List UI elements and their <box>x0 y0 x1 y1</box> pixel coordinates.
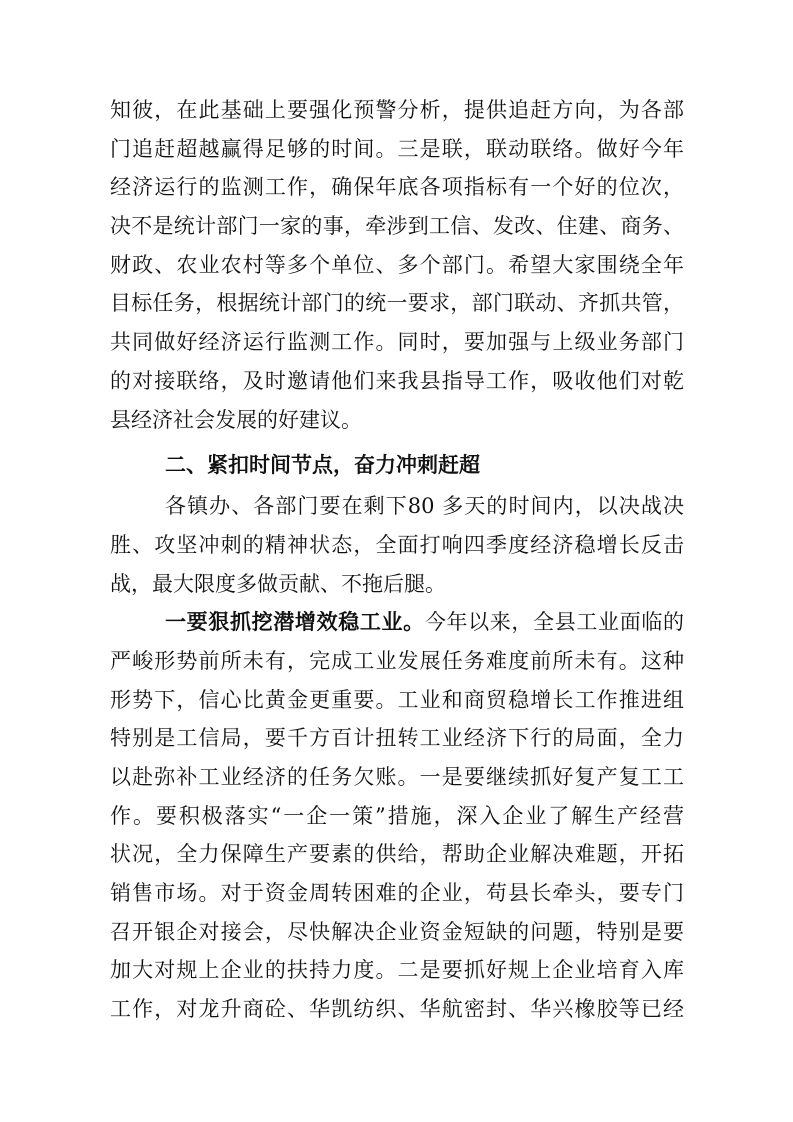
text-line: 胜、攻坚冲刺的精神状态，全面打响四季度经济稳增长反击 <box>110 532 684 557</box>
document-page <box>110 91 684 1029</box>
text-line: 严峻形势前所未有，完成工业发展任务难度前所未有。这种 <box>110 648 684 673</box>
text-line: 作。要积极落实“一企一策”措施，深入企业了解生产经营 <box>110 803 684 828</box>
text-line: 共同做好经济运行监测工作。同时，要加强与上级业务部门 <box>110 330 684 355</box>
text-line: 以赴弥补工业经济的任务欠账。一是要继续抓好复产复工工 <box>110 765 684 789</box>
text-line: 状况，全力保障生产要素的供给，帮助企业解决难题，开拓 <box>110 842 684 867</box>
text-line <box>110 603 684 642</box>
text-line: 县经济社会发展的好建议。 <box>110 407 362 432</box>
text-line: 形势下，信心比黄金更重要。工业和商贸稳增长工作推进组 <box>110 687 684 712</box>
text-line: 财政、农业农村等多个单位、多个部门。希望大家围绕全年 <box>110 252 684 277</box>
text-line: 各镇办、各部门要在剩下80 多天的时间内，以决战决 <box>165 494 684 519</box>
text-line: 战，最大限度多做贡献、不拖后腿。 <box>110 571 446 596</box>
text-line: 的对接联络，及时邀请他们来我县指导工作，吸收他们对乾 <box>110 368 684 393</box>
paragraph-lead: 一要狠抓挖潜增效稳工业。 <box>165 610 425 635</box>
text-line: 工作，对龙升商砼、华凯纺织、华航密封、华兴橡胶等已经 <box>110 997 684 1022</box>
text-line: 门追赶超越赢得足够的时间。三是联，联动联络。做好今年 <box>110 136 684 161</box>
section-heading: 二、紧扣时间节点，奋力冲刺赶超 <box>165 453 480 478</box>
text-line: 召开银企对接会，尽快解决企业资金短缺的问题，特别是要 <box>110 919 684 944</box>
text-line: 知彼，在此基础上要强化预警分析，提供追赶方向，为各部 <box>110 98 684 122</box>
text-line: 目标任务，根据统计部门的统一要求，部门联动、齐抓共管， <box>110 291 684 316</box>
text-line: 销售市场。对于资金周转困难的企业，苟县长牵头，要专门 <box>110 881 684 906</box>
text-line: 特别是工信局，要千方百计扭转工业经济下行的局面，全力 <box>110 726 684 751</box>
text-span: 今年以来，全县工业面临的 <box>424 610 685 635</box>
text-line: 加大对规上企业的扶持力度。二是要抓好规上企业培育入库 <box>110 958 684 983</box>
text-line: 决不是统计部门一家的事，牵涉到工信、发改、住建、商务、 <box>110 214 684 239</box>
text-line: 经济运行的监测工作，确保年底各项指标有一个好的位次， <box>110 175 684 200</box>
